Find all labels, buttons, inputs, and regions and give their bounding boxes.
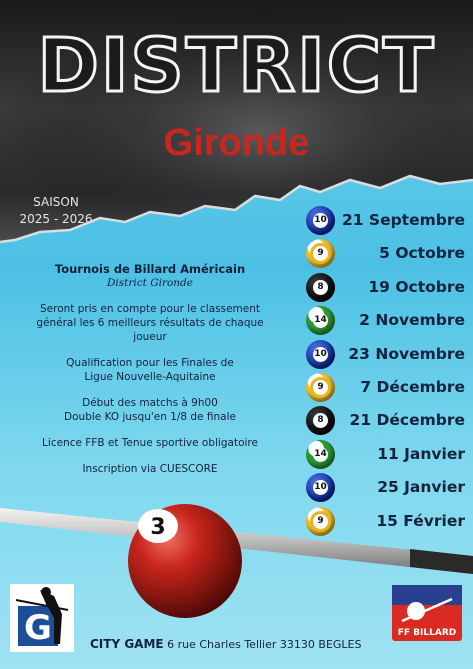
red-pool-ball-image (126, 502, 244, 620)
date-label: 7 Décembre (360, 377, 465, 396)
svg-text:FF BILLARD: FF BILLARD (397, 628, 457, 638)
pool-ball-icon: 10 (306, 473, 335, 502)
date-label: 11 Janvier (377, 444, 465, 463)
info-licence: Licence FFB et Tenue sportive obligatoire (42, 437, 258, 449)
pool-ball-icon: 8 (306, 273, 335, 302)
season-label (8, 194, 104, 228)
venue-address: 6 rue Charles Tellier 33130 BEGLES (167, 638, 362, 651)
date-label: 23 Novembre (348, 344, 465, 363)
pool-ball-icon: 10 (306, 206, 335, 235)
date-label: 21 Décembre (349, 411, 465, 430)
season-word: SAISON (33, 195, 79, 209)
date-row (304, 238, 469, 271)
pool-ball-icon: 9 (306, 507, 335, 536)
info-heading: Tournois de Billard Américain (54, 262, 246, 276)
pool-ball-icon: 10 (306, 340, 335, 369)
venue-name: CITY GAME (90, 637, 164, 651)
pool-ball-icon: 9 (306, 373, 335, 402)
date-label: 25 Janvier (377, 478, 465, 497)
info-registration: Inscription via CUESCORE (82, 463, 218, 475)
pool-ball-icon: 9 (306, 239, 335, 268)
date-label: 2 Novembre (359, 311, 465, 330)
subtitle-gironde: Gironde (163, 122, 310, 164)
pool-ball-icon: 14 (306, 440, 335, 469)
main-title: DISTRICT (37, 23, 436, 109)
info-schedule: Début des matchs à 9h00 Double KO jusqu'en 1/8 de finale (64, 397, 236, 423)
date-label: 5 Octobre (379, 244, 465, 263)
city-game-logo (10, 584, 74, 652)
info-qualification: Qualification pour les Finales de Ligue Nouvelle-Aquitaine (66, 357, 234, 383)
venue-line (90, 637, 473, 651)
season-years: 2025 - 2026 (19, 212, 93, 226)
date-row (304, 372, 469, 405)
date-row (304, 305, 469, 338)
pool-ball-icon: 14 (306, 306, 335, 335)
svg-text:G: G (24, 608, 52, 648)
date-row (304, 439, 469, 472)
ff-billard-logo (392, 585, 462, 641)
date-label: 21 Septembre (341, 211, 465, 229)
ball-number: 3 (150, 515, 166, 540)
info-subheading: District Gironde (107, 277, 193, 289)
date-row (304, 205, 469, 238)
date-label: 15 Février (376, 511, 465, 530)
date-row (304, 405, 469, 438)
pool-ball-icon: 8 (306, 406, 335, 435)
date-row (304, 339, 469, 372)
date-row (304, 272, 469, 305)
date-label: 19 Octobre (368, 277, 465, 296)
info-ranking: Seront pris en compte pour le classement général les 6 meilleurs résultats de chaque joueur (36, 303, 264, 343)
date-list (304, 205, 469, 539)
tournament-info (14, 262, 286, 488)
